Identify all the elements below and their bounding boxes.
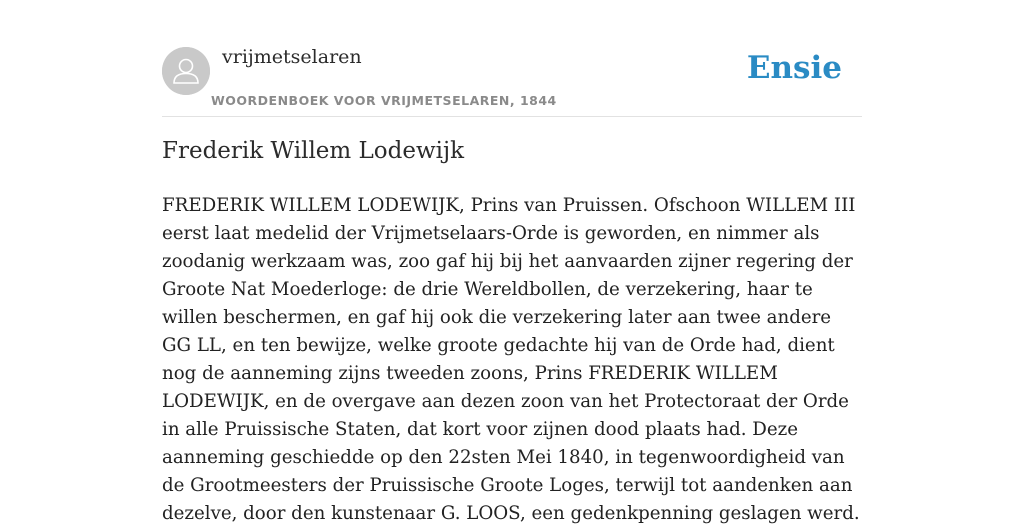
page-container — [162, 0, 862, 524]
entry-header — [162, 0, 862, 117]
user-silhouette-icon — [162, 47, 210, 95]
author-link[interactable]: vrijmetselaren — [222, 46, 362, 68]
source-label[interactable]: WOORDENBOEK VOOR VRIJMETSELAREN, 1844 — [211, 93, 557, 108]
page-title: Frederik Willem Lodewijk — [162, 138, 465, 164]
ensie-logo[interactable]: Ensie — [746, 50, 842, 86]
article-body: FREDERIK WILLEM LODEWIJK, Prins van Pruissen. Ofschoon WILLEM III eerst laat medelid der Vrijmetselaars-Orde is geworden, en nimmer als zoodanig werkzaam was, zoo gaf hij bij het aanvaarden zijner regering der Groote Nat Moederloge: de drie Wereldbollen, de verzekering, haar te willen beschermen, en gaf hij ook die verzekering later aan twee andere GG LL, en ten bewijze, welke groote gedachte hij van de Orde had, dient nog de aanneming zijns tweeden zoons, Prins FREDERIK WILLEM LODEWIJK, en de overgave aan dezen zoon van het Protectoraat der Orde in alle Pruissische Staten, dat kort voor zijnen dood plaats had. Deze aanneming geschiedde op den 22sten Mei 1840, in tegenwoordigheid van de Grootmeesters der Pruissische Groote Loges, terwijl tot aandenken aan dezelve, door den kunstenaar G. LOOS, een gedenkpenning geslagen werd. — [162, 195, 860, 524]
avatar[interactable] — [162, 47, 210, 95]
